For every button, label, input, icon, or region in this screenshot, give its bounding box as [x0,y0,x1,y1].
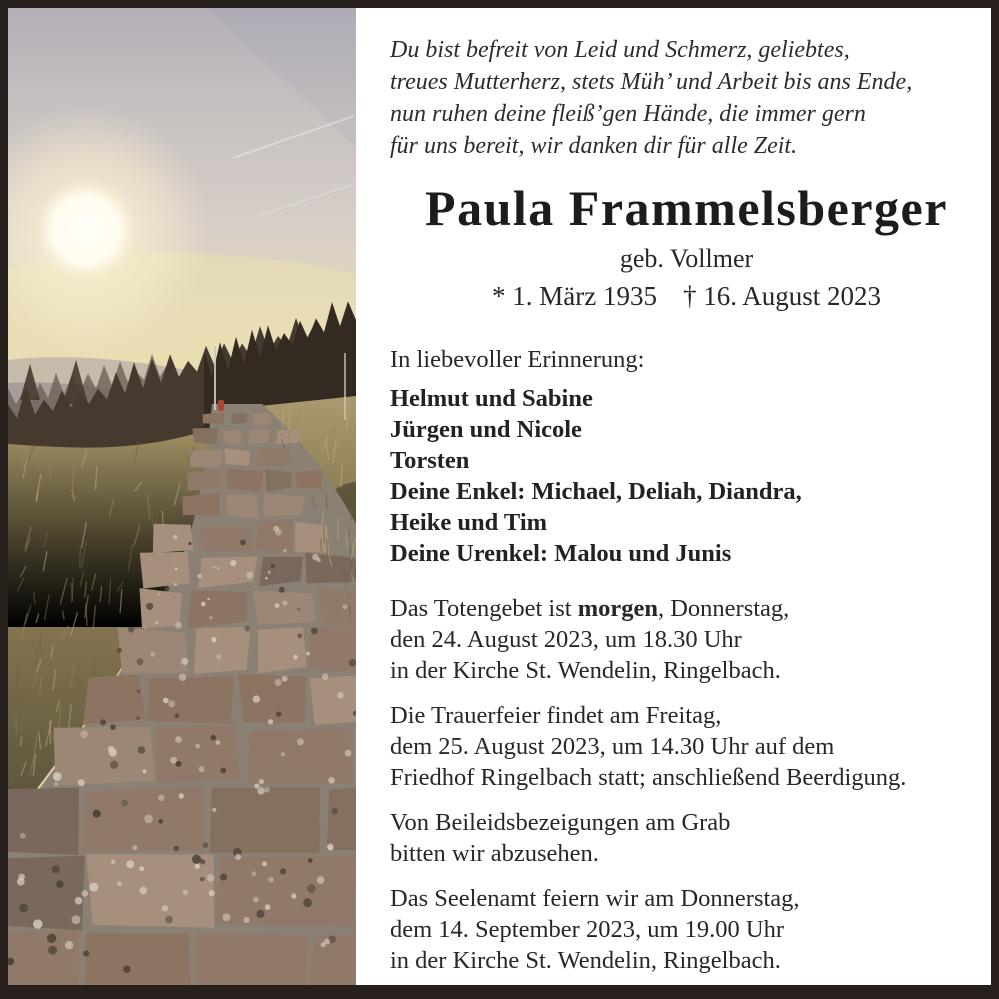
family-member-line: Deine Enkel: Michael, Deliah, Diandra, [390,477,802,505]
announcement-paragraph [390,883,983,976]
verse-line: Du bist befreit von Leid und Schmerz, geliebtes, [390,37,850,63]
death-date: † 16. August 2023 [682,280,881,311]
verse-line: treues Mutterherz, stets Müh’ und Arbeit bis ans Ende, [390,69,913,95]
announcements [390,593,983,976]
announcement-line: in der Kirche St. Wendelin, Ringelbach. [390,656,781,684]
announcement-paragraph [390,593,983,686]
stone-path-sunset-image [8,8,356,985]
announcement-paragraph [390,700,983,793]
memorial-verse [390,34,983,162]
deceased-name: Paula Frammelsberger [425,180,948,236]
emphasis-text: morgen [577,594,658,622]
announcement-paragraph [390,807,983,869]
birth-date: * 1. März 1935 [492,280,657,311]
announcement-line: in der Kirche St. Wendelin, Ringelbach. [390,946,781,974]
verse-line: nun ruhen deine fleiß’gen Hände, die immer gern [390,101,866,127]
announcement-line: Von Beileidsbezeigungen am Grab [390,808,731,836]
obituary-content [356,8,991,985]
maiden-name: geb. Vollmer [619,243,754,273]
verse-line: für uns bereit, wir danken dir für alle Zeit. [390,133,798,159]
announcement-line: den 24. August 2023, um 18.30 Uhr [390,625,742,653]
family-member-line: Helmut und Sabine [390,384,593,412]
family-member-line: Deine Urenkel: Malou und Junis [390,539,732,567]
family-member-line: Torsten [390,446,470,474]
announcement-line: dem 25. August 2023, um 14.30 Uhr auf dem [390,732,835,760]
life-dates [390,281,983,312]
announcement-line: bitten wir abzusehen. [390,839,599,867]
family-member-line: Heike und Tim [390,508,548,536]
family-member-line: Jürgen und Nicole [390,415,582,443]
announcement-line: Friedhof Ringelbach statt; anschließend Beerdigung. [390,763,907,791]
red-hiker-marker [218,400,224,411]
announcement-line: Das Totengebet ist morgen, Donnerstag, [390,594,790,622]
memorial-photo [8,8,356,985]
announcement-line: Das Seelenamt feiern wir am Donnerstag, [390,884,800,912]
announcement-line: dem 14. September 2023, um 19.00 Uhr [390,915,784,943]
memoriam-heading: In liebevoller Erinnerung: [390,345,645,373]
announcement-line: Die Trauerfeier findet am Freitag, [390,701,722,729]
family-list [390,383,983,569]
